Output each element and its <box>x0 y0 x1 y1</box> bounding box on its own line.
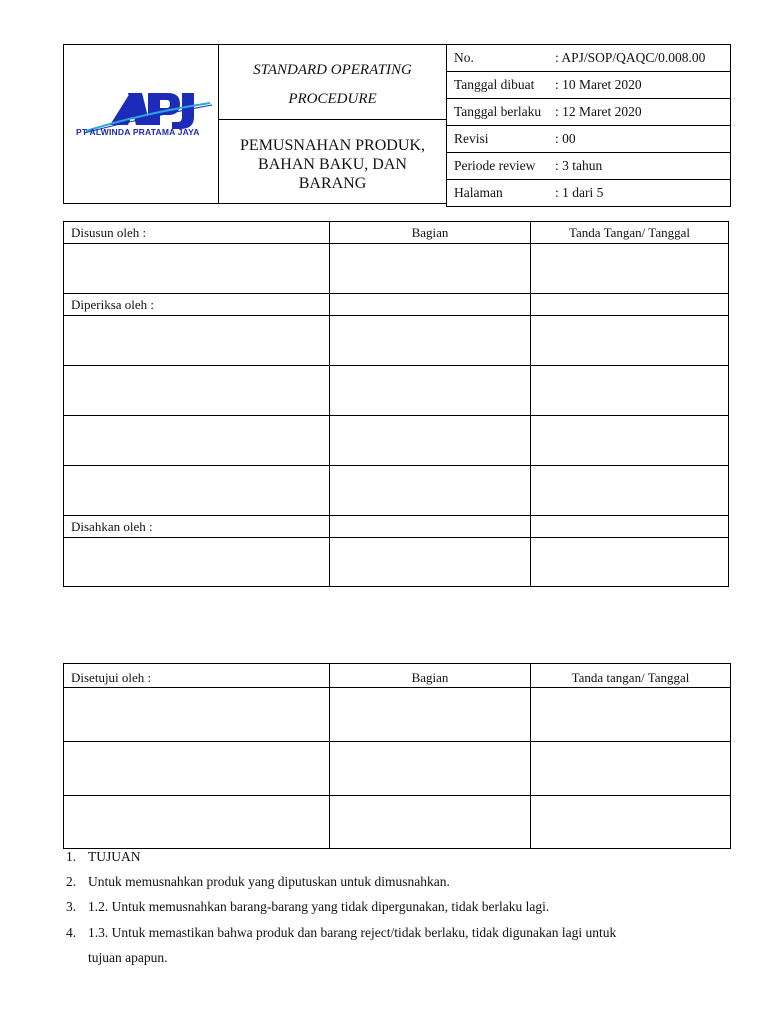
department-cell[interactable] <box>330 466 531 516</box>
signature-cell[interactable] <box>531 796 731 849</box>
prepared-by-header: Disusun oleh : <box>64 222 330 244</box>
department-cell[interactable] <box>330 366 531 416</box>
signature-row <box>64 466 729 516</box>
meta-label: Periode review <box>447 153 555 180</box>
signature-cell[interactable] <box>531 688 731 742</box>
meta-label: Halaman <box>447 180 555 207</box>
list-text: Untuk memusnahkan produk yang diputuskan untuk dimusnahkan. <box>88 874 450 889</box>
signature-row <box>64 244 729 294</box>
meta-label: Revisi <box>447 126 555 153</box>
agreed-by-header: Disetujui oleh : <box>64 664 330 688</box>
meta-value: : APJ/SOP/QAQC/0.008.00 <box>554 45 731 72</box>
meta-value: : 1 dari 5 <box>554 180 731 207</box>
meta-value: : 3 tahun <box>554 153 731 180</box>
name-cell[interactable] <box>64 742 330 796</box>
meta-row <box>447 126 731 153</box>
signature-date-header: Tanda tangan/ Tanggal <box>531 664 731 688</box>
name-cell[interactable] <box>64 416 330 466</box>
approval-signature-table <box>63 221 729 587</box>
name-cell[interactable] <box>64 538 330 587</box>
name-cell[interactable] <box>64 316 330 366</box>
meta-row <box>447 99 731 126</box>
department-cell[interactable] <box>330 538 531 587</box>
signature-cell[interactable] <box>531 366 729 416</box>
table-header-row <box>64 222 729 244</box>
logo-cell <box>63 44 219 204</box>
signature-row <box>64 742 731 796</box>
doc-title-line3: BARANG <box>298 175 367 192</box>
meta-label: No. <box>447 45 555 72</box>
name-cell[interactable] <box>64 466 330 516</box>
checked-by-label: Diperiksa oleh : <box>64 294 330 316</box>
approved-by-label: Disahkan oleh : <box>64 516 330 538</box>
list-text: 1.3. Untuk memastikan bahwa produk dan barang reject/tidak berlaku, tidak digunakan lagi untuk <box>88 925 617 940</box>
department-cell[interactable] <box>330 294 531 316</box>
signature-row <box>64 538 729 587</box>
company-name: PT ALWINDA PRATAMA JAYA <box>76 127 200 137</box>
signature-date-header: Tanda Tangan/ Tanggal <box>531 222 729 244</box>
agreement-signature-table <box>63 663 731 849</box>
signature-row <box>64 316 729 366</box>
name-cell[interactable] <box>64 366 330 416</box>
signature-row <box>64 688 731 742</box>
department-header: Bagian <box>330 222 531 244</box>
section-row-checked <box>64 294 729 316</box>
list-text: TUJUAN <box>88 849 141 864</box>
list-text: 1.2. Untuk memusnahkan barang-barang yang tidak dipergunakan, tidak berlaku lagi. <box>88 899 550 914</box>
signature-cell[interactable] <box>531 294 729 316</box>
department-cell[interactable] <box>330 742 531 796</box>
signature-row <box>64 796 731 849</box>
department-cell[interactable] <box>330 688 531 742</box>
department-cell[interactable] <box>330 516 531 538</box>
meta-row <box>447 153 731 180</box>
signature-cell[interactable] <box>531 244 729 294</box>
name-cell[interactable] <box>64 688 330 742</box>
doc-title-line1: PEMUSNAHAN PRODUK, <box>240 137 425 154</box>
name-cell[interactable] <box>64 244 330 294</box>
meta-row <box>447 180 731 207</box>
document-meta-table <box>446 44 731 207</box>
signature-cell[interactable] <box>531 742 731 796</box>
section-row-approved <box>64 516 729 538</box>
list-number: 4. <box>66 925 77 940</box>
signature-cell[interactable] <box>531 416 729 466</box>
title-divider <box>218 119 447 120</box>
list-number: 2. <box>66 874 77 889</box>
department-cell[interactable] <box>330 416 531 466</box>
list-number: 1. <box>66 849 77 864</box>
name-cell[interactable] <box>64 796 330 849</box>
sop-title-line1: STANDARD OPERATING <box>253 62 412 78</box>
doc-title-line2: BAHAN BAKU, DAN <box>258 156 407 173</box>
meta-value: : 00 <box>554 126 731 153</box>
department-cell[interactable] <box>330 316 531 366</box>
meta-row <box>447 45 731 72</box>
table-header-row <box>64 664 731 688</box>
signature-row <box>64 416 729 466</box>
meta-row <box>447 72 731 99</box>
company-logo-icon <box>64 85 218 165</box>
signature-cell[interactable] <box>531 466 729 516</box>
signature-cell[interactable] <box>531 516 729 538</box>
list-text: tujuan apapun. <box>88 950 168 965</box>
sop-title-line2: PROCEDURE <box>288 91 377 107</box>
list-number: 3. <box>66 899 77 914</box>
department-cell[interactable] <box>330 796 531 849</box>
meta-label: Tanggal berlaku <box>447 99 555 126</box>
meta-label: Tanggal dibuat <box>447 72 555 99</box>
signature-row <box>64 366 729 416</box>
signature-cell[interactable] <box>531 316 729 366</box>
signature-cell[interactable] <box>531 538 729 587</box>
department-cell[interactable] <box>330 244 531 294</box>
department-header: Bagian <box>330 664 531 688</box>
meta-value: : 12 Maret 2020 <box>554 99 731 126</box>
meta-value: : 10 Maret 2020 <box>554 72 731 99</box>
